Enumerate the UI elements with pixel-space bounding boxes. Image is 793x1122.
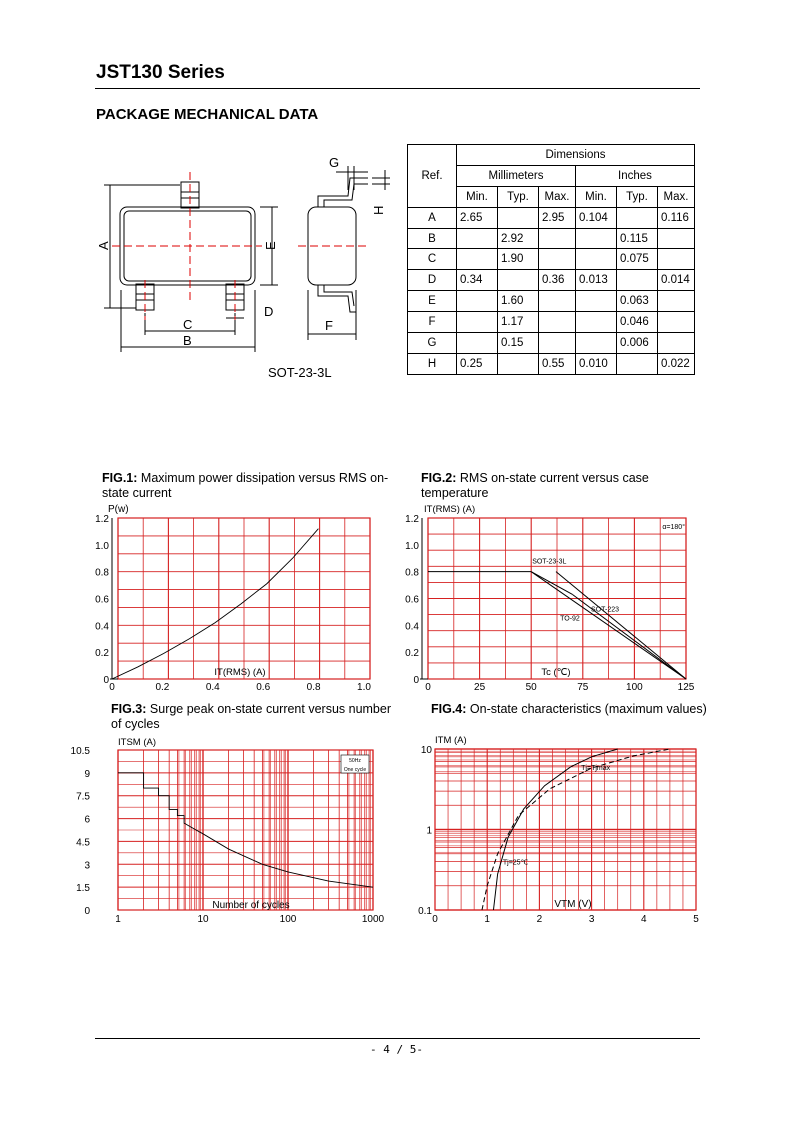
- table-cell: 2.92: [498, 228, 539, 249]
- section-title: PACKAGE MECHANICAL DATA: [96, 106, 319, 123]
- table-ref-cell: G: [408, 333, 457, 354]
- x-tick-label: 0: [425, 682, 431, 693]
- fig1-caption: FIG.1: Maximum power dissipation versus RMS on-state current: [102, 471, 389, 500]
- table-cell: 1.90: [498, 249, 539, 270]
- x-tick-label: 0.8: [306, 682, 321, 693]
- dim-label-g: G: [329, 155, 340, 170]
- table-ref-cell: A: [408, 207, 457, 228]
- table-subheader: Min.: [576, 186, 617, 207]
- y-tick-label: 6: [84, 814, 90, 826]
- y-tick-label: 9: [84, 768, 90, 780]
- dim-label-f: F: [325, 318, 333, 333]
- fig3-caption: FIG.3: Surge peak on-state current versus number of cycles: [111, 702, 392, 731]
- series-line: [572, 594, 686, 679]
- table-cell: 0.046: [617, 312, 658, 333]
- x-tick-label: 1: [484, 914, 490, 925]
- x-tick-label: 125: [677, 682, 695, 693]
- x-tick-label: 1.0: [357, 682, 371, 693]
- table-subheader: Max.: [658, 186, 695, 207]
- y-tick-label: 0.2: [95, 648, 109, 660]
- series-label-tj25: Tj=25℃: [502, 859, 529, 867]
- y-tick-label: 0.6: [95, 594, 109, 606]
- dim-label-d: D: [264, 304, 274, 319]
- table-cell: 0.010: [576, 353, 617, 374]
- table-cell: 0.115: [617, 228, 658, 249]
- x-tick-label: 3: [588, 914, 595, 925]
- y-axis-label: ITM (A): [435, 735, 467, 746]
- y-tick-label: 3: [84, 860, 90, 872]
- table-cell: 0.104: [576, 207, 617, 228]
- series-label-to92: TO-92: [560, 615, 580, 623]
- y-tick-label: 0.1: [418, 906, 432, 917]
- table-cell: 0.36: [539, 270, 576, 291]
- y-tick-label: 0.4: [95, 621, 109, 633]
- x-tick-label: 100: [279, 914, 297, 925]
- series-line: [531, 572, 572, 595]
- y-tick-label: 1.2: [405, 514, 419, 525]
- x-tick-label: 25: [474, 682, 486, 693]
- table-cell: 0.55: [539, 353, 576, 374]
- x-tick-label: 0.2: [155, 682, 170, 693]
- y-tick-label: 10: [420, 745, 432, 756]
- table-ref-header: Ref.: [408, 145, 457, 208]
- series-label-sot223: SOT-223: [591, 606, 620, 614]
- y-tick-label: 0.8: [405, 567, 419, 579]
- table-ref-cell: B: [408, 228, 457, 249]
- x-axis-label: Tc (℃): [541, 667, 571, 678]
- y-tick-label: 0.2: [405, 648, 419, 660]
- x-tick-label: 5: [693, 914, 699, 925]
- y-tick-label: 1.5: [76, 883, 90, 895]
- x-tick-label: 50: [525, 682, 537, 693]
- table-cell: 1.60: [498, 291, 539, 312]
- table-subheader: Max.: [539, 186, 576, 207]
- legend-50hz: 50Hz: [349, 758, 361, 764]
- table-ref-cell: F: [408, 312, 457, 333]
- series-label-sot23: SOT-23-3L: [532, 558, 567, 566]
- x-tick-label: 1000: [361, 914, 385, 925]
- table-cell: 0.063: [617, 291, 658, 312]
- table-cell: 2.65: [457, 207, 498, 228]
- footer-rule: [95, 1038, 700, 1039]
- x-axis-label: IT(RMS) (A): [214, 667, 266, 678]
- table-ref-cell: C: [408, 249, 457, 270]
- x-axis-label: Number of cycles: [212, 900, 290, 911]
- x-tick-label: 75: [577, 682, 589, 693]
- y-axis-label: P(w): [108, 504, 129, 515]
- table-cell: 0.15: [498, 333, 539, 354]
- table-mm-header: Millimeters: [457, 165, 576, 186]
- table-ref-cell: H: [408, 353, 457, 374]
- x-tick-label: 10: [197, 914, 209, 925]
- table-subheader: Typ.: [617, 186, 658, 207]
- y-axis-label: IT(RMS) (A): [424, 504, 476, 515]
- fig2-caption: FIG.2: RMS on-state current versus case temperature: [421, 471, 649, 500]
- package-name: SOT-23-3L: [268, 365, 332, 380]
- y-tick-label: 4.5: [76, 837, 90, 849]
- x-tick-label: 0: [432, 914, 438, 925]
- y-axis-label: ITSM (A): [118, 737, 156, 748]
- y-tick-label: 0.8: [95, 567, 109, 579]
- dim-label-a: A: [96, 241, 111, 250]
- y-tick-label: 10.5: [70, 746, 90, 757]
- table-cell: 0.075: [617, 249, 658, 270]
- y-tick-label: 1.0: [95, 540, 109, 552]
- table-cell: 1.17: [498, 312, 539, 333]
- y-tick-label: 0: [103, 675, 109, 686]
- dim-label-b: B: [183, 333, 192, 348]
- y-tick-label: 1: [426, 825, 432, 837]
- x-tick-label: 0: [109, 682, 115, 693]
- x-tick-label: 1: [115, 914, 121, 925]
- table-cell: 0.006: [617, 333, 658, 354]
- table-dimensions-header: Dimensions: [457, 145, 695, 166]
- alpha-annotation: α=180°: [662, 524, 685, 531]
- y-tick-label: 0: [413, 675, 419, 686]
- legend-one-cycle: One cycle: [343, 767, 367, 773]
- document-title: JST130 Series: [96, 62, 225, 83]
- y-tick-label: 0.6: [405, 594, 419, 606]
- x-tick-label: 0.4: [205, 682, 220, 693]
- table-subheader: Min.: [457, 186, 498, 207]
- table-cell: 0.014: [658, 270, 695, 291]
- x-tick-label: 4: [641, 914, 647, 925]
- table-cell: 0.25: [457, 353, 498, 374]
- series-label-tjmax: Tj=Tjmax: [581, 764, 611, 772]
- table-cell: 0.013: [576, 270, 617, 291]
- table-subheader: Typ.: [498, 186, 539, 207]
- table-in-header: Inches: [576, 165, 695, 186]
- x-tick-label: 0.6: [256, 682, 271, 693]
- y-tick-label: 7.5: [76, 791, 90, 803]
- table-ref-cell: D: [408, 270, 457, 291]
- y-tick-label: 0.4: [405, 621, 419, 633]
- y-tick-label: 1.0: [405, 540, 419, 552]
- table-cell: 2.95: [539, 207, 576, 228]
- page-number: - 4 / 5-: [370, 1043, 423, 1056]
- dim-label-h: H: [371, 205, 386, 215]
- x-tick-label: 2: [536, 914, 543, 925]
- fig4-caption: FIG.4: On-state characteristics (maximum values): [431, 702, 707, 716]
- x-axis-label: VTM (V): [554, 899, 592, 910]
- dim-label-c: C: [183, 317, 193, 332]
- table-ref-cell: E: [408, 291, 457, 312]
- table-cell: 0.34: [457, 270, 498, 291]
- dim-label-e: E: [263, 241, 278, 250]
- x-tick-label: 100: [626, 682, 643, 693]
- table-cell: 0.022: [658, 353, 695, 374]
- table-cell: 0.116: [658, 207, 695, 228]
- y-tick-label: 0: [84, 906, 90, 917]
- y-tick-label: 1.2: [95, 514, 109, 525]
